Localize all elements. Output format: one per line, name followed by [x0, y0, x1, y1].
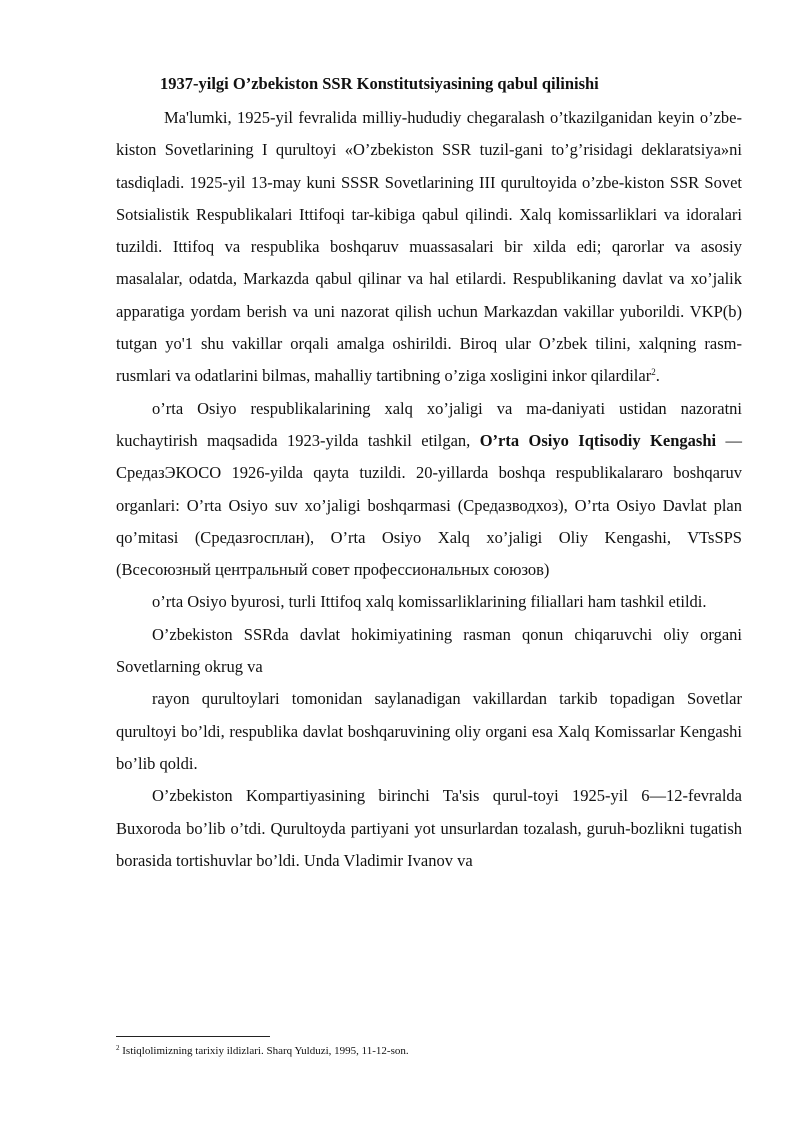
paragraph-5: rayon qurultoylari tomonidan saylanadigan vakillardan tarkib topadigan Sovetlar qurultoyi bo’ldi, respublika davlat boshqaruvining oliy organi esa Xalq Komissarlar Kengashi bo’lib qoldi.: [116, 689, 742, 773]
paragraph-1-text: Ma'lumki, 1925-yil fevralida milliy-hududiy chegaralash o’tkazilganidan keyin o’zbe-kiston Sovetlarining I qurultoyi «O’zbekiston SSR tuzil-gani to’g’risidagi deklaratsiya»ni tasdiqladi. 1925-yil 13-may kuni SSSR Sovetlarining III qurultoyida o’zbe-kiston SSR Sovet Sotsialistik Respublikalari Ittifoqi tar-kibiga qabul qilindi. Xalq komissarliklari va idoralari tuzildi. Ittifoq va respublika boshqaruv muassasalari bir xilda edi; qarorlar va asosiy masalalar, odatda, Markazda qabul qilinar va hal etilardi. Respublikaning davlat va xo’jalik apparatiga yordam berish va uni nazorat qilish uchun Markazdan vakillar yuborildi. VKP(b) tutgan yo'1 shu vakillar orqali amalga oshirildi. Biroq ular O’zbek tilini, xalqning rasm-rusmlari va odatlarini bilmas, mahalliy tartibning o’ziga xosligini inkor qilardilar: [116, 108, 742, 386]
footnote: [116, 1044, 409, 1058]
paragraph-2-text-b: — СредазЭКОСО 1926-yilda qayta tuzildi. 20-yillarda boshqa respublikalararo boshqaruv organlari: O’rta Osiyo suv xo’jaligi boshqarmasi (Средазводхоз), O’rta Osiyo Davlat plan qo’mitasi (Средазгосплан), O’rta Osiyo Xalq xo’jaligi Oliy Kengashi, VTsSPS (Всесоюзный центральный совет профессиональных союзов): [116, 430, 742, 580]
footnote-ref[interactable]: 2: [651, 367, 656, 378]
footnote-mark: 2: [116, 1044, 120, 1052]
paragraph-1-end: .: [655, 366, 660, 386]
footnote-divider: [116, 1036, 270, 1037]
paragraph-6: O’zbekiston Kompartiyasining birinchi Ta'sis qurul-toyi 1925-yil 6—12-fevralda Buxoroda bo’lib o’tdi. Qurultoyda partiyani yot unsurlardan tozalash, guruh-bozlikni tugatish borasida tortishuvlar bo’ldi. Unda Vladimir Ivanov va: [116, 786, 742, 870]
paragraph-4: O’zbekiston SSRda davlat hokimiyatining rasman qonun chiqaruvchi oliy organi Sovetlarning okrug va: [116, 624, 742, 677]
paragraph-2-text-a: o’rta Osiyo respublikalarining xalq xo’jaligi va ma-daniyati ustidan nazoratni kuchaytirish maqsadida 1923-yilda tashkil etilgan,: [116, 398, 742, 450]
footnote-text: Istiqlolimizning tarixiy ildizlari. Sharq Yulduzi, 1995, 11-12-son.: [119, 1045, 409, 1057]
paragraph-1: [116, 102, 742, 393]
paragraph-3: o’rta Osiyo byurosi, turli Ittifoq xalq komissarliklarining filiallari ham tashkil etildi.: [152, 592, 707, 612]
document-title: 1937-yilgi O’zbekiston SSR Konstitutsiyasining qabul qilinishi: [160, 74, 599, 93]
paragraph-2-bold: O’rta Osiyo Iqtisodiy Kengashi: [479, 430, 717, 450]
document-body: [116, 72, 742, 877]
paragraph-2: [116, 393, 742, 587]
